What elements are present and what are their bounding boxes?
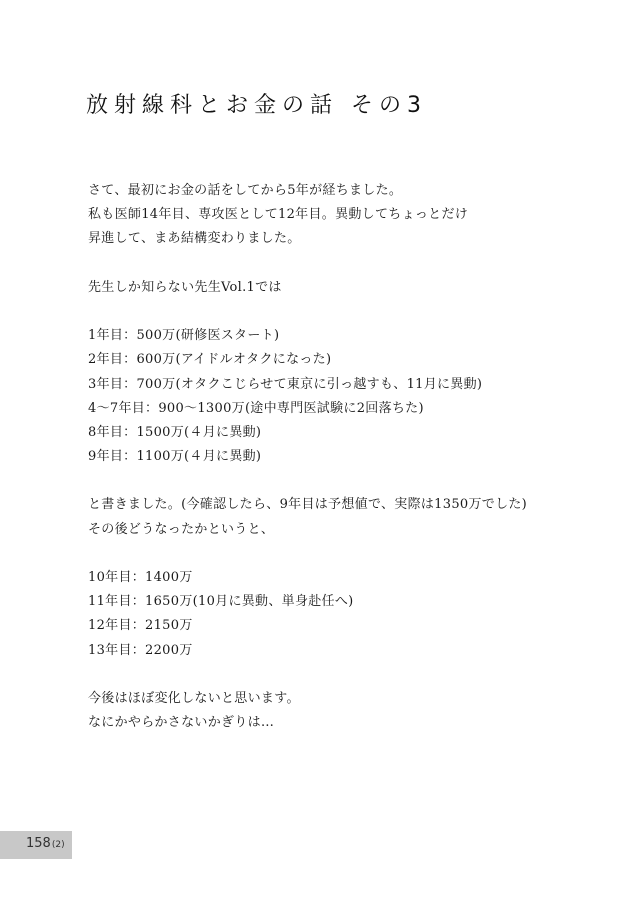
paragraph-3-line: その後どうなったかというと、 xyxy=(88,521,275,537)
page-title: 放射線科とお金の話 その3 xyxy=(86,93,427,118)
paragraph-2-line: 先生しか知らない先生Vol.1では xyxy=(88,279,282,295)
page-number-tab xyxy=(0,831,72,859)
salary-list-2-item: 11年目：1650万(10月に異動、単身赴任へ) xyxy=(88,594,354,610)
paragraph-1-line: 昇進して、まあ結構変わりました。 xyxy=(88,231,301,247)
salary-list-1-item: 8年目：1500万(４月に異動) xyxy=(88,424,262,440)
salary-list-1-item: 9年目：1100万(４月に異動) xyxy=(88,449,262,465)
page-number xyxy=(26,836,65,851)
body-text xyxy=(88,179,588,735)
paragraph-spacer xyxy=(88,663,588,687)
paragraph-1-line: 私も医師14年目、専攻医として12年目。異動してちょっとだけ xyxy=(88,207,469,223)
paragraph-spacer xyxy=(88,542,588,566)
salary-list-1-item: 4〜7年目：900〜1300万(途中専門医試験に2回落ちた) xyxy=(88,400,424,416)
paragraph-4-line: なにかやらかさないかぎりは… xyxy=(88,715,275,731)
salary-list-1-item: 1年目：500万(研修医スタート) xyxy=(88,328,280,344)
paragraph-spacer xyxy=(88,469,588,493)
salary-list-2-item: 13年目：2200万 xyxy=(88,642,193,658)
paragraph-1-line: さて、最初にお金の話をしてから5年が経ちました。 xyxy=(88,183,403,198)
page-number-main: 158 xyxy=(26,836,51,851)
salary-list-1-item: 3年目：700万(オタクこじらせて東京に引っ越すも、11月に異動) xyxy=(88,376,483,392)
paragraph-3-line: と書きました。(今確認したら、9年目は予想値で、実際は1350万でした) xyxy=(88,497,528,513)
paragraph-spacer xyxy=(88,300,588,324)
paragraph-spacer xyxy=(88,252,588,276)
salary-list-2-item: 10年目：1400万 xyxy=(88,570,193,585)
page-number-sub: (2) xyxy=(51,840,65,850)
paragraph-4-line: 今後はほぼ変化しないと思います。 xyxy=(88,690,300,706)
salary-list-1-item: 2年目：600万(アイドルオタクになった) xyxy=(88,352,332,368)
salary-list-2-item: 12年目：2150万 xyxy=(88,618,193,634)
